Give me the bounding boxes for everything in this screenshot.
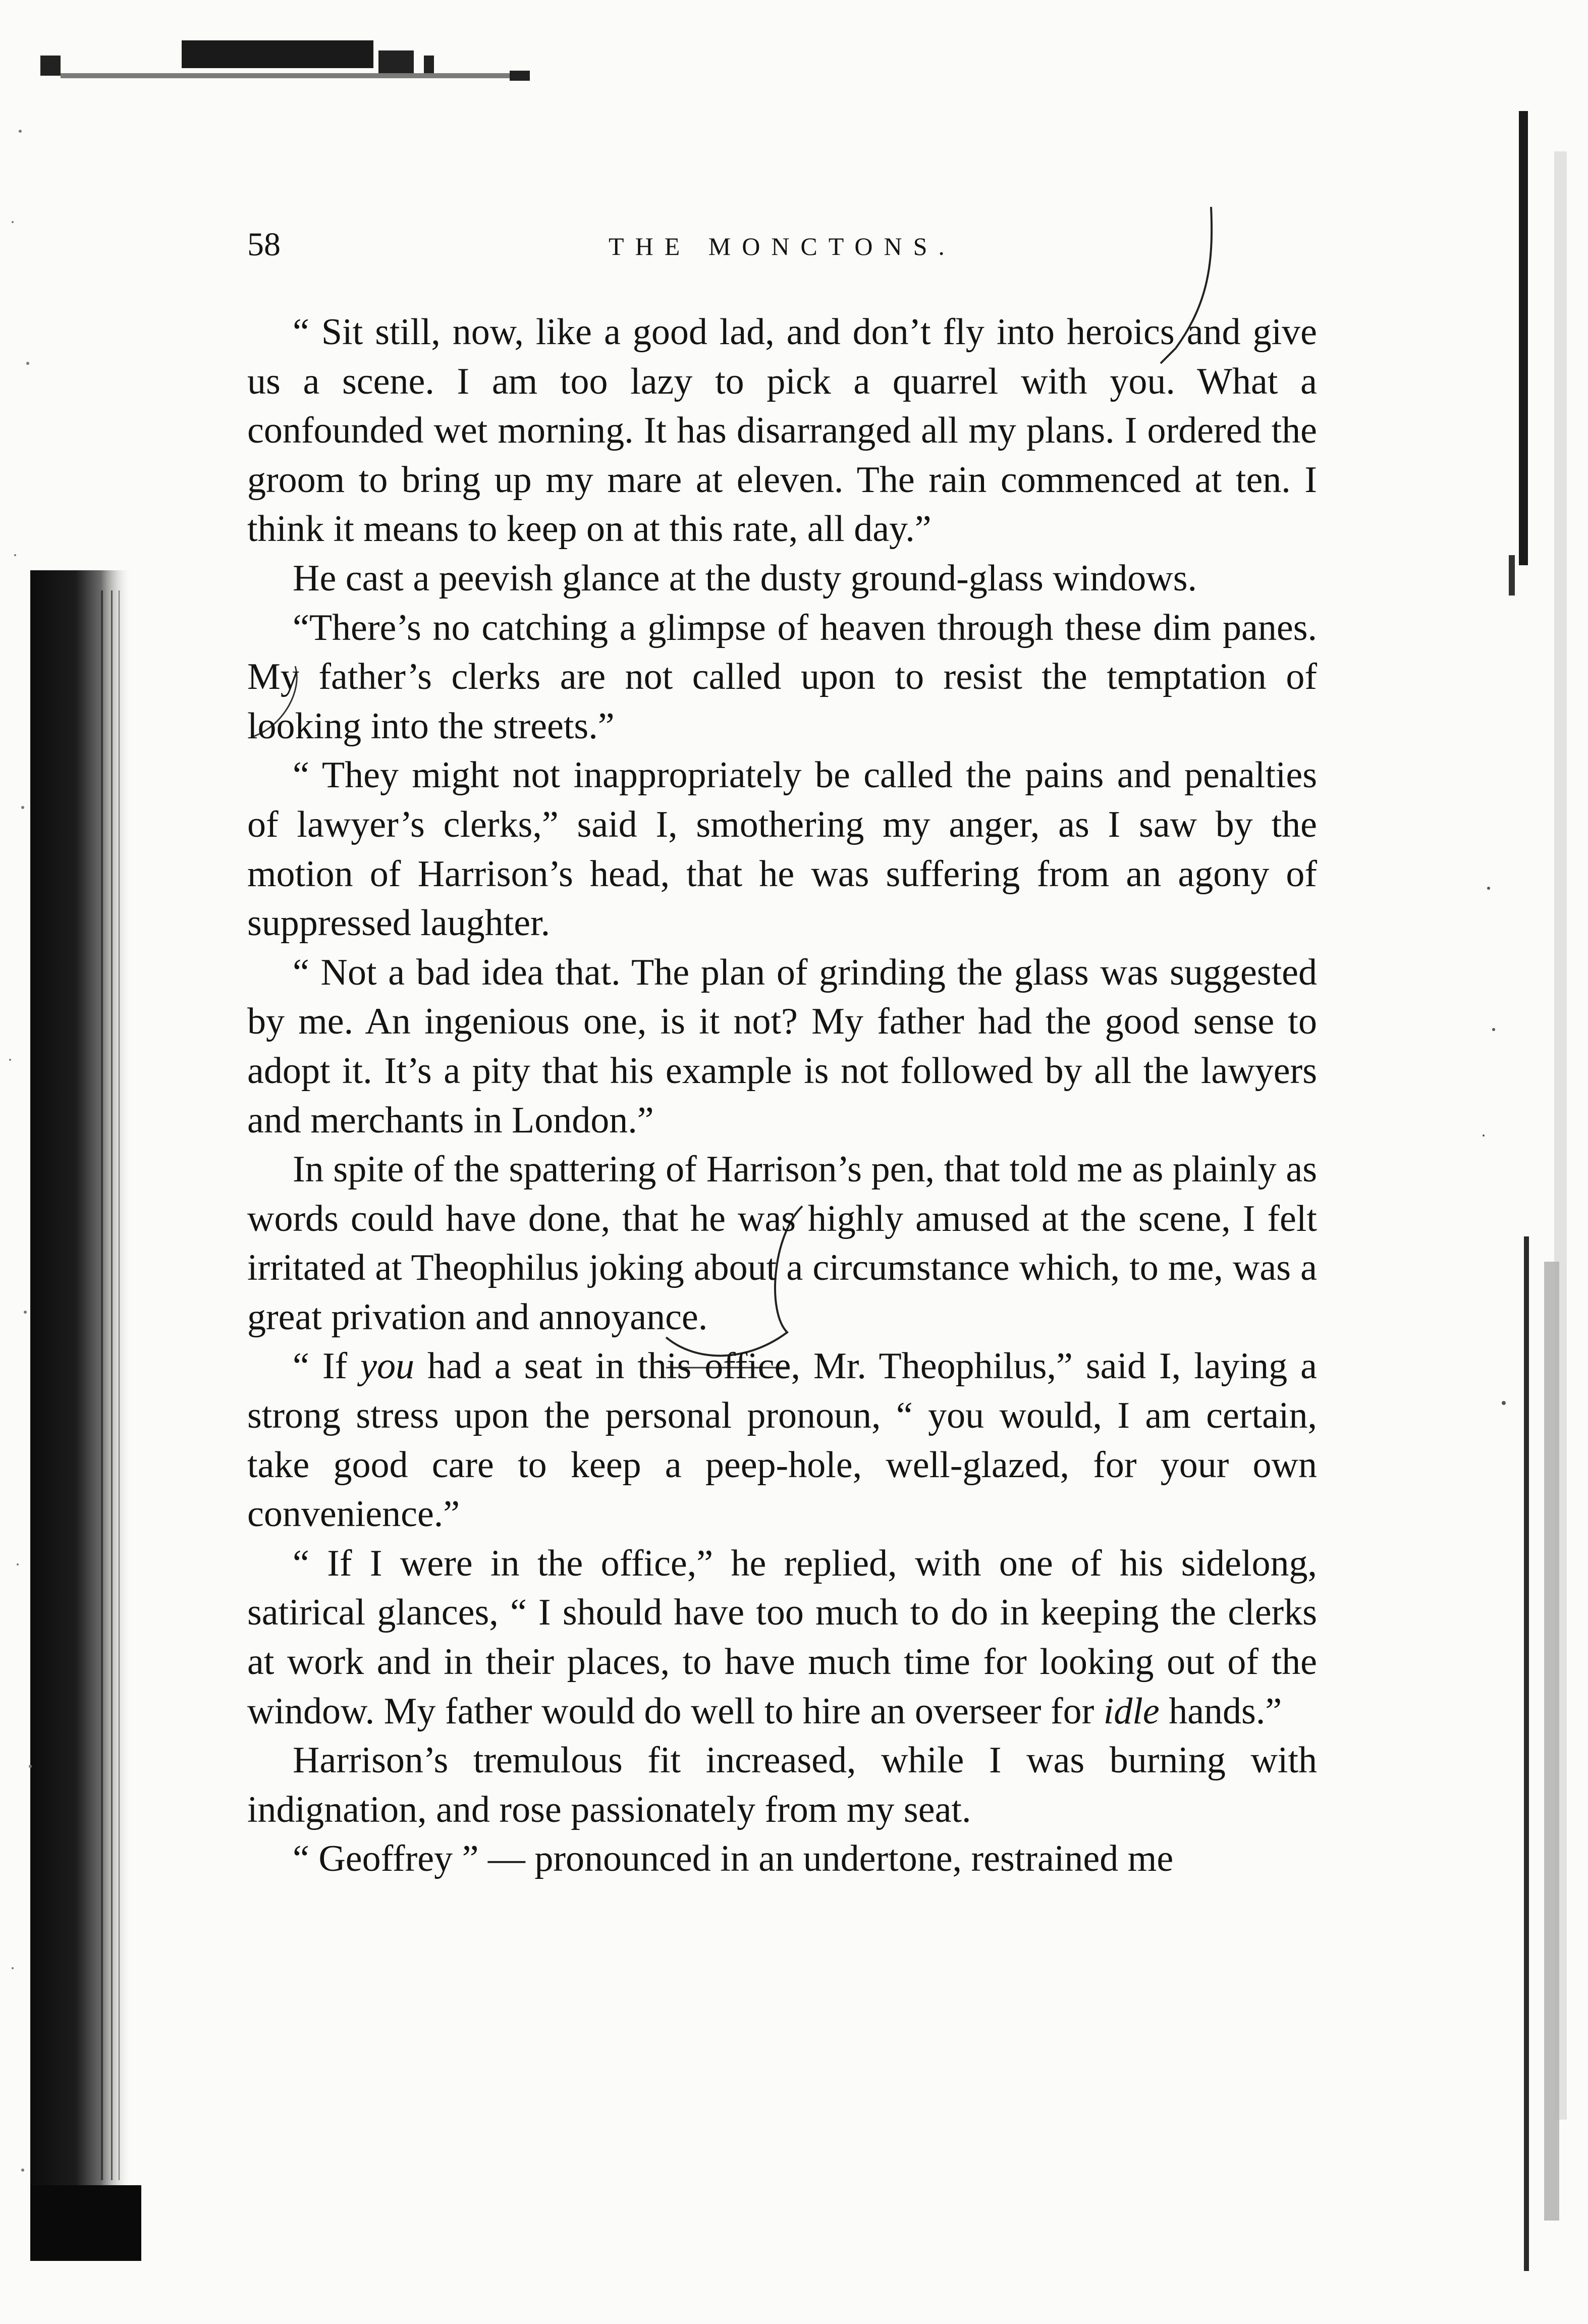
page-number: 58 bbox=[247, 226, 281, 263]
italic-emphasis: idle bbox=[1103, 1690, 1160, 1732]
paragraph: “ They might not inappropriately be called the pains and penalties of lawyer’s clerks,” said I, smothering my anger, as I saw by the motion of Harrison’s head, that he was suffering from an agony of suppressed laughter. bbox=[247, 754, 1317, 944]
body-text bbox=[247, 308, 1317, 1884]
italic-emphasis: you bbox=[360, 1345, 415, 1387]
right-edge-noise bbox=[1453, 101, 1588, 2271]
paragraph: In spite of the spattering of Harrison’s pen, that told me as plainly as words could have done, that he was highly amused at the scene, I felt irritated at Theophilus joking about a circumstance which, to me, was a great privation and annoyance. bbox=[247, 1149, 1317, 1338]
paragraph: “ Sit still, now, like a good lad, and don’t fly into heroics and give us a scene. I am too lazy to pick a quarrel with you. What a confounded wet morning. It has disarranged all my plans. I ordered the groom to bring up my mare at eleven. The rain commenced at ten. I think it means to keep on at this rate, all day.” bbox=[247, 311, 1317, 550]
paragraph: He cast a peevish glance at the dusty ground-glass windows. bbox=[293, 557, 1197, 599]
paragraph: “There’s no catching a glimpse of heaven through these dim panes. My father’s clerks are not called upon to resist the temptation of looking into the streets.” bbox=[247, 607, 1317, 747]
paragraph: “ Geoffrey ” — pronounced in an undertone, restrained me bbox=[293, 1838, 1174, 1880]
running-title: THE MONCTONS. bbox=[609, 232, 956, 260]
scan-smudge-top bbox=[30, 20, 535, 81]
paragraph: Harrison’s tremulous fit increased, while I was burning with indignation, and rose passionately from my seat. bbox=[247, 1740, 1317, 1830]
left-edge-noise bbox=[0, 101, 71, 2271]
paragraph: “ If you had a seat in this office, Mr. Theophilus,” said I, laying a strong stress upon the personal pronoun, “ you would, I am certain, take good care to keep a peep-hole, well-glazed, for your own convenience.” bbox=[247, 1345, 1317, 1535]
paragraph: “ Not a bad idea that. The plan of grinding the glass was suggested by me. An ingenious one, is it not? My father had the good sense to adopt it. It’s a pity that his example is not followed by all the lawyers and merchants in London.” bbox=[247, 951, 1317, 1141]
paragraph: “ If I were in the office,” he replied, with one of his sidelong, satirical glances, “ I should have too much to do in keeping the clerks at work and in their places, to have much time for looking out of the window. My father would do well to hire an overseer for idle hands.” bbox=[247, 1542, 1317, 1732]
page-header bbox=[247, 222, 1317, 278]
